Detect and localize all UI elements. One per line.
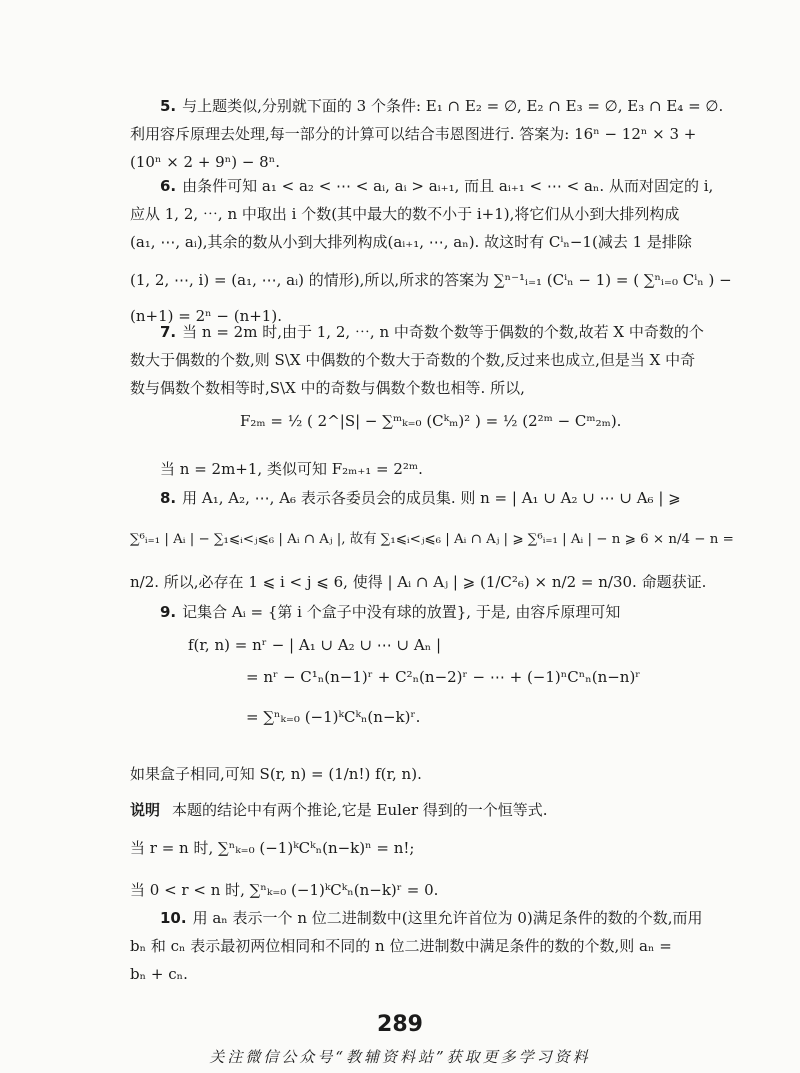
formula-f-r-n: f(r, n) = nʳ − | A₁ ∪ A₂ ∪ ⋯ ∪ Aₙ | xyxy=(188,636,442,654)
formula-expansion: = nʳ − C¹ₙ(n−1)ʳ + C²ₙ(n−2)ʳ − ⋯ + (−1)ⁿCⁿₙ(n−n)ʳ xyxy=(246,668,641,686)
problem-6 xyxy=(130,172,732,330)
problem-10-line-3: bₙ + cₙ. xyxy=(130,965,188,983)
problem-8-line-1 xyxy=(130,484,708,512)
problem-10-line-1 xyxy=(130,904,708,932)
problem-7-line-3: 数与偶数个数相等时,S\X 中的奇数与偶数个数也相等. 所以, xyxy=(130,379,525,397)
problem-6-line-3: (a₁, ⋯, aᵢ),其余的数从小到大排列构成(aᵢ₊₁, ⋯, aₙ). 故这时有 Cⁱₙ−1(减去 1 是排除 xyxy=(130,233,692,251)
problem-6-line-2: 应从 1, 2, ⋯, n 中取出 i 个数(其中最大的数不小于 i+1),将它们从小到大排列构成 xyxy=(130,205,680,223)
problem-9-tail xyxy=(130,760,708,904)
problem-text: 用 A₁, A₂, ⋯, A₆ 表示各委员会的成员集. 则 n = | A₁ ∪ A₂ ∪ ⋯ ∪ A₆ | ⩾ xyxy=(182,489,681,507)
problem-7 xyxy=(130,318,708,402)
formula-f2m: F₂ₘ = ½ ( 2^|S| − ∑ᵐₖ₌₀ (Cᵏₘ)² ) = ½ (2²ᵐ − Cᵐ₂ₘ). xyxy=(240,412,622,430)
formula-sum: = ∑ⁿₖ₌₀ (−1)ᵏCᵏₙ(n−k)ʳ. xyxy=(246,708,421,726)
problem-9-line-4: 当 r = n 时, ∑ⁿₖ₌₀ (−1)ᵏCᵏₙ(n−k)ⁿ = n!; xyxy=(130,839,415,857)
problem-7-line-4: 当 n = 2m+1, 类似可知 F₂ₘ₊₁ = 2²ᵐ. xyxy=(160,460,423,478)
problem-text: 由条件可知 a₁ < a₂ < ⋯ < aᵢ, aᵢ > aᵢ₊₁, 而且 aᵢ₊₁ < ⋯ < aₙ. 从而对固定的 i, xyxy=(182,177,714,195)
problem-9-line-2: 如果盒子相同,可知 S(r, n) = (1/n!) f(r, n). xyxy=(130,765,422,783)
problem-text: 与上题类似,分别就下面的 3 个条件: E₁ ∩ E₂ = ∅, E₂ ∩ E₃ = ∅, E₃ ∩ E₄ = ∅. xyxy=(182,97,724,115)
problem-9 xyxy=(130,598,708,626)
footer-watermark: 关注微信公众号“教辅资料站”获取更多学习资料 xyxy=(209,1048,591,1066)
problem-text: 记集合 Aᵢ = {第 i 个盒子中没有球的放置}, 于是, 由容斥原理可知 xyxy=(182,603,621,621)
page-number: 289 xyxy=(377,1012,423,1037)
problem-text: 当 n = 2m 时,由于 1, 2, ⋯, n 中奇数个数等于偶数的个数,故若 X 中奇数的个 xyxy=(182,323,704,341)
problem-number: 10. xyxy=(160,909,187,927)
problem-number: 9. xyxy=(160,603,177,621)
problem-10 xyxy=(130,904,708,988)
problem-5-line-2: 利用容斥原理去处理,每一部分的计算可以结合韦恩图进行. 答案为: 16ⁿ − 12ⁿ × 3 + xyxy=(130,125,697,143)
problem-number: 6. xyxy=(160,177,177,195)
problem-6-line-1 xyxy=(130,172,714,200)
problem-10-line-2: bₙ 和 cₙ 表示最初两位相同和不同的 n 位二进制数中满足条件的数的个数,则 aₙ = xyxy=(130,937,672,955)
problem-6-line-4: (1, 2, ⋯, i) = (a₁, ⋯, aᵢ) 的情形),所以,所求的答案为 ∑ⁿ⁻¹ᵢ₌₁ (Cⁱₙ − 1) = ( ∑ⁿᵢ₌₀ Cⁱₙ ) − xyxy=(130,271,732,289)
problem-7-tail xyxy=(130,455,708,483)
problem-8-line-2: ∑⁶ᵢ₌₁ | Aᵢ | − ∑₁⩽ᵢ<ⱼ⩽₆ | Aᵢ ∩ Aⱼ |, 故有 ∑₁⩽ᵢ<ⱼ⩽₆ | Aᵢ ∩ Aⱼ | ⩾ ∑⁶ᵢ₌₁ | Aᵢ | − n ⩾ 6 × n/4 − n = xyxy=(130,532,734,547)
problem-8-line-3: n/2. 所以,必存在 1 ⩽ i < j ⩽ 6, 使得 | Aᵢ ∩ Aⱼ | ⩾ (1/C²₆) × n/2 = n/30. 命题获证. xyxy=(130,573,707,591)
problem-8 xyxy=(130,484,734,596)
problem-number: 5. xyxy=(160,97,177,115)
problem-number: 8. xyxy=(160,489,177,507)
problem-6-line-5: (n+1) = 2ⁿ − (n+1). xyxy=(130,307,282,325)
problem-number: 7. xyxy=(160,323,177,341)
problem-7-line-1 xyxy=(130,318,708,346)
problem-5-line-1 xyxy=(130,92,724,120)
problem-9-line-1 xyxy=(130,598,708,626)
problem-7-line-2: 数大于偶数的个数,则 S\X 中偶数的个数大于奇数的个数,反过来也成立,但是当 X 中奇 xyxy=(130,351,696,369)
problem-text: 用 aₙ 表示一个 n 位二进制数中(这里允许首位为 0)满足条件的数的个数,而用 xyxy=(192,909,703,927)
note-label: 说明 xyxy=(130,801,161,819)
note-text: 本题的结论中有两个推论,它是 Euler 得到的一个恒等式. xyxy=(172,801,548,819)
problem-9-line-5: 当 0 < r < n 时, ∑ⁿₖ₌₀ (−1)ᵏCᵏₙ(n−k)ʳ = 0. xyxy=(130,881,439,899)
problem-5-line-3: (10ⁿ × 2 + 9ⁿ) − 8ⁿ. xyxy=(130,153,280,171)
problem-5 xyxy=(130,92,724,176)
problem-9-note xyxy=(130,796,708,824)
